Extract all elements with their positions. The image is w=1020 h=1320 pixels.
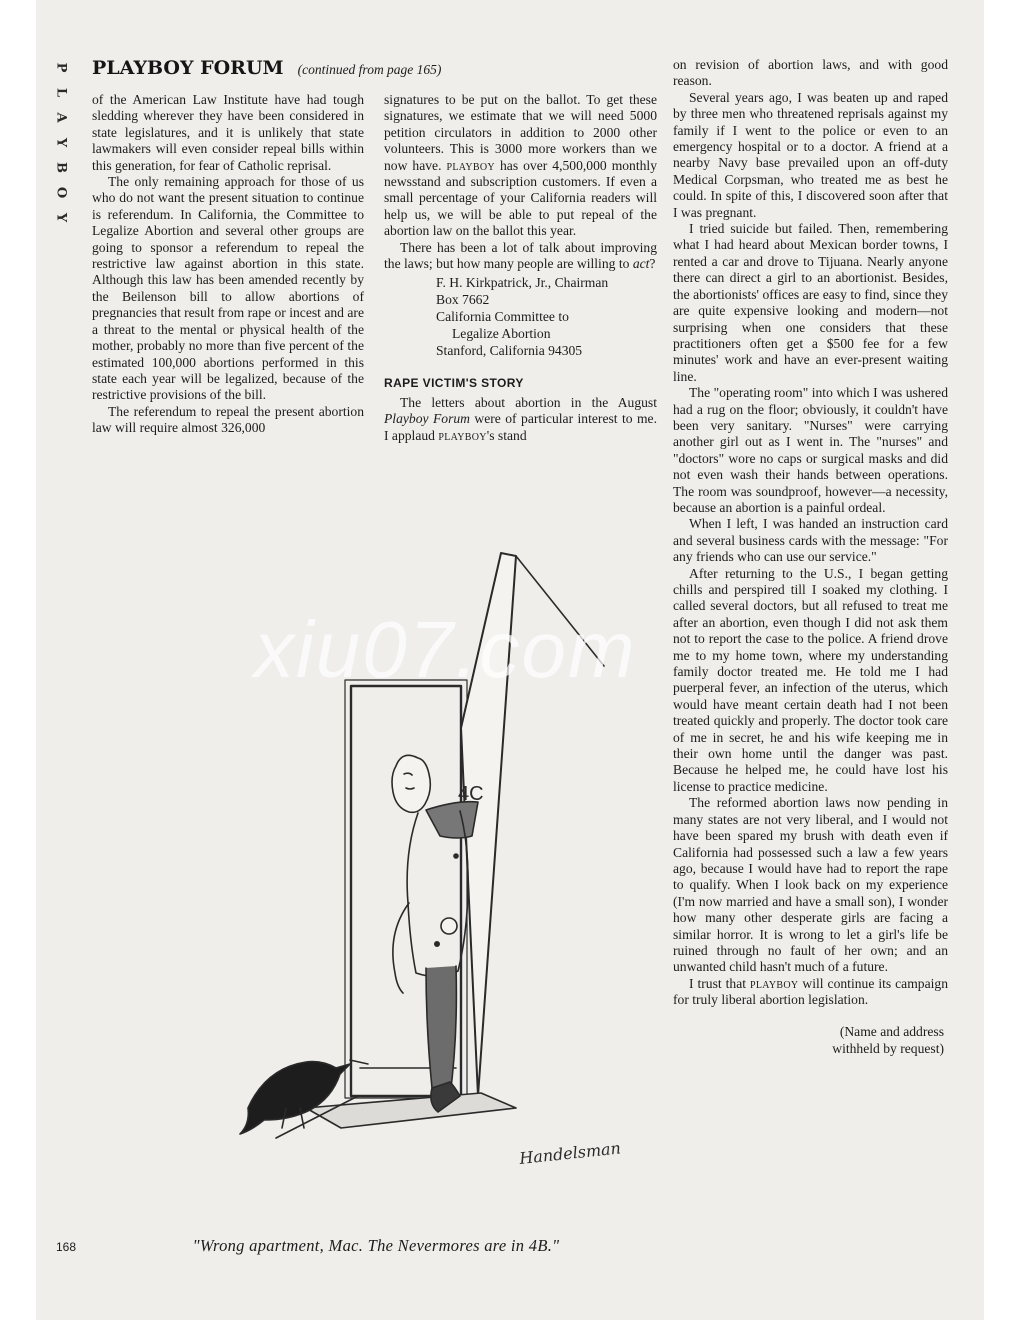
- paragraph: on revision of abortion laws, and with good reason.: [673, 57, 948, 89]
- paragraph: Several years ago, I was beaten up and raped by three men who threatened reprisals against my family if I went to the police or even to an emergency hospital or to a doctor. A friend at a nearby Navy base prevailed upon an off-duty Medical Corpsman, who treated me as best he could. In spite of this, I discovered soon after that I was pregnant.: [673, 89, 948, 220]
- signature-box: Box 7662: [436, 292, 490, 308]
- masthead-letter: A: [53, 112, 69, 123]
- masthead-letter: O: [53, 186, 69, 199]
- man-figure: [392, 755, 430, 812]
- paragraph: The referendum to repeal the present abortion law will require almost 326,000: [92, 403, 364, 436]
- brand-name: playboy: [750, 975, 799, 991]
- watermark-text: xiu07.com: [254, 605, 637, 694]
- page-number: 168: [56, 1240, 77, 1254]
- paragraph: The only remaining approach for those of us who do not want the present situation to continue is referendum. In California, the Committee to Legalize Abortion and several other groups are going to sponsor a referendum to repeal the restrictive law against abortion in this state. Although this law has been amended recently by the Beilenson bill to allow abortions of pregnancies that result from rape or incest and are a threat to the mental or physical health of the mother, probably no more than five percent of the estimated 100,000 abortions performed in this state each year will be legalized, because of the restrictive provisions of the bill.: [92, 174, 364, 403]
- cartoon-caption: "Wrong apartment, Mac. The Nevermores are in 4B.": [192, 1236, 560, 1255]
- emphasis: Playboy Forum: [384, 411, 470, 427]
- brand-name: playboy: [446, 157, 495, 173]
- text-run: The letters about abortion in the August: [400, 394, 657, 410]
- paragraph: When I left, I was handed an instruction card and several business cards with the message: "For any friends who can use our service.": [673, 516, 948, 565]
- paragraph: [384, 395, 657, 444]
- vertical-playboy-masthead: [54, 55, 68, 230]
- magazine-page: [36, 0, 984, 1320]
- masthead-letter: P: [53, 62, 69, 73]
- section-heading: RAPE VICTIM'S STORY: [384, 376, 524, 391]
- paragraph: of the American Law Institute have had tough sledding wherever they have been considered in state legislatures, and it is unlikely that state lawmakers will even consider repeal bills within this generation, for fear of Catholic reprisal.: [92, 92, 364, 173]
- signature-city: Stanford, California 94305: [436, 343, 583, 359]
- page-title: PLAYBOY FORUM: [92, 57, 284, 79]
- masthead-letter: B: [53, 162, 69, 173]
- paragraph: I tried suicide but failed. Then, remembering what I had heard about Mexican border towns, I rented a car and drove to Tijuana. Nearly anyone there can direct a girl to an abortionist. Besides, the abortionists' offices are easy to find, since they are quite expensive looking and modern—not surprising when one considers that these practitioners often get a $500 fee for a few minutes' work and have an ever-present waiting line.: [673, 221, 948, 384]
- signature-org: California Committee to: [436, 309, 569, 325]
- door-number: 4C: [458, 783, 484, 805]
- door-threshold: [306, 1093, 516, 1128]
- signature-name: F. H. Kirkpatrick, Jr., Chairman: [436, 275, 609, 291]
- paragraph: [384, 240, 657, 273]
- masthead-letter: Y: [53, 137, 69, 148]
- column-2: [384, 92, 657, 444]
- artist-signature: Handelsman: [518, 1138, 622, 1168]
- signature-org: Legalize Abortion: [452, 326, 551, 342]
- cartoon-illustration: [126, 548, 666, 1228]
- text-run: I trust that: [689, 975, 747, 991]
- text-run: signatures to be put on the ballot. To get these signatures, we estimate that we will need 5000 petition circulators in addition to 2000 other volunteers. This is 3000 more workers than we now have.: [384, 92, 657, 173]
- masthead-letter: Y: [53, 212, 69, 223]
- text-run: There has been a lot of talk about improving the laws; but how many people are willing to: [384, 239, 657, 272]
- signoff-line: withheld by request): [832, 1040, 944, 1056]
- paragraph: After returning to the U.S., I began getting chills and perspired till I soaked my clothing. I called several doctors, but all refused to treat me after an abortion, even though I did not ask them not to report the case to the police. A friend drove me to my home town, where my understanding family doctor treated me. He told me I had puerperal fever, an infection of the uterus, which would have meant certain death had I not been treated quickly and properly. The doctor took care of me in secret, he and his wife keeping me in their own home until the danger was past. Because he helped me, he could have lost his license to practice medicine.: [673, 565, 948, 794]
- signoff-line: (Name and address: [839, 1023, 944, 1039]
- text-run: were of particular interest to me. I applaud: [384, 411, 657, 443]
- door-knob: [441, 918, 457, 934]
- text-run: will continue its campaign for truly liberal abortion legislation.: [673, 975, 948, 1008]
- paragraph: The "operating room" into which I was ushered had a rug on the floor; obviously, it couldn't have been very sanitary. "Nurses" were carrying another girl out as I went in. The "nurses" and "doctors" wore no caps or surgical masks and did not even wash their hands between operations. The room was soundproof, however—a necessity, because an abortion is a painful ordeal.: [673, 385, 948, 515]
- paragraph: The reformed abortion laws now pending in many states are not very liberal, and I would not have been spared my brush with death even if California had possessed such a law a few years ago, because I would have had to report the rape to qualify. When I look back on my experience (I'm now married and have a small son), I wonder how many other desperate girls are facing a similar horror. It is wrong to let a girl's life be ruined through no fault of her own; and an unwanted child hasn't much of a future.: [673, 795, 948, 975]
- brand-name: playboy: [438, 427, 487, 443]
- letter-signoff: [673, 1023, 948, 1057]
- letter-signature: [436, 274, 657, 359]
- text-run: has over 4,500,000 monthly newsstand and subscription customers. If even a small percentage of your California readers will help us, we will be able to put repeal of the abortion law on the ballot this year.: [384, 157, 658, 239]
- masthead-letter: L: [53, 87, 69, 98]
- paragraph: [384, 92, 657, 240]
- text-run: ?: [649, 256, 656, 272]
- paragraph: [673, 976, 948, 1009]
- text-run: 's stand: [486, 427, 527, 443]
- continued-note: (continued from page 165): [297, 62, 442, 77]
- emphasis: act: [632, 256, 650, 272]
- column-3: [673, 57, 948, 1057]
- section-header: [92, 57, 441, 79]
- column-1: [92, 92, 364, 437]
